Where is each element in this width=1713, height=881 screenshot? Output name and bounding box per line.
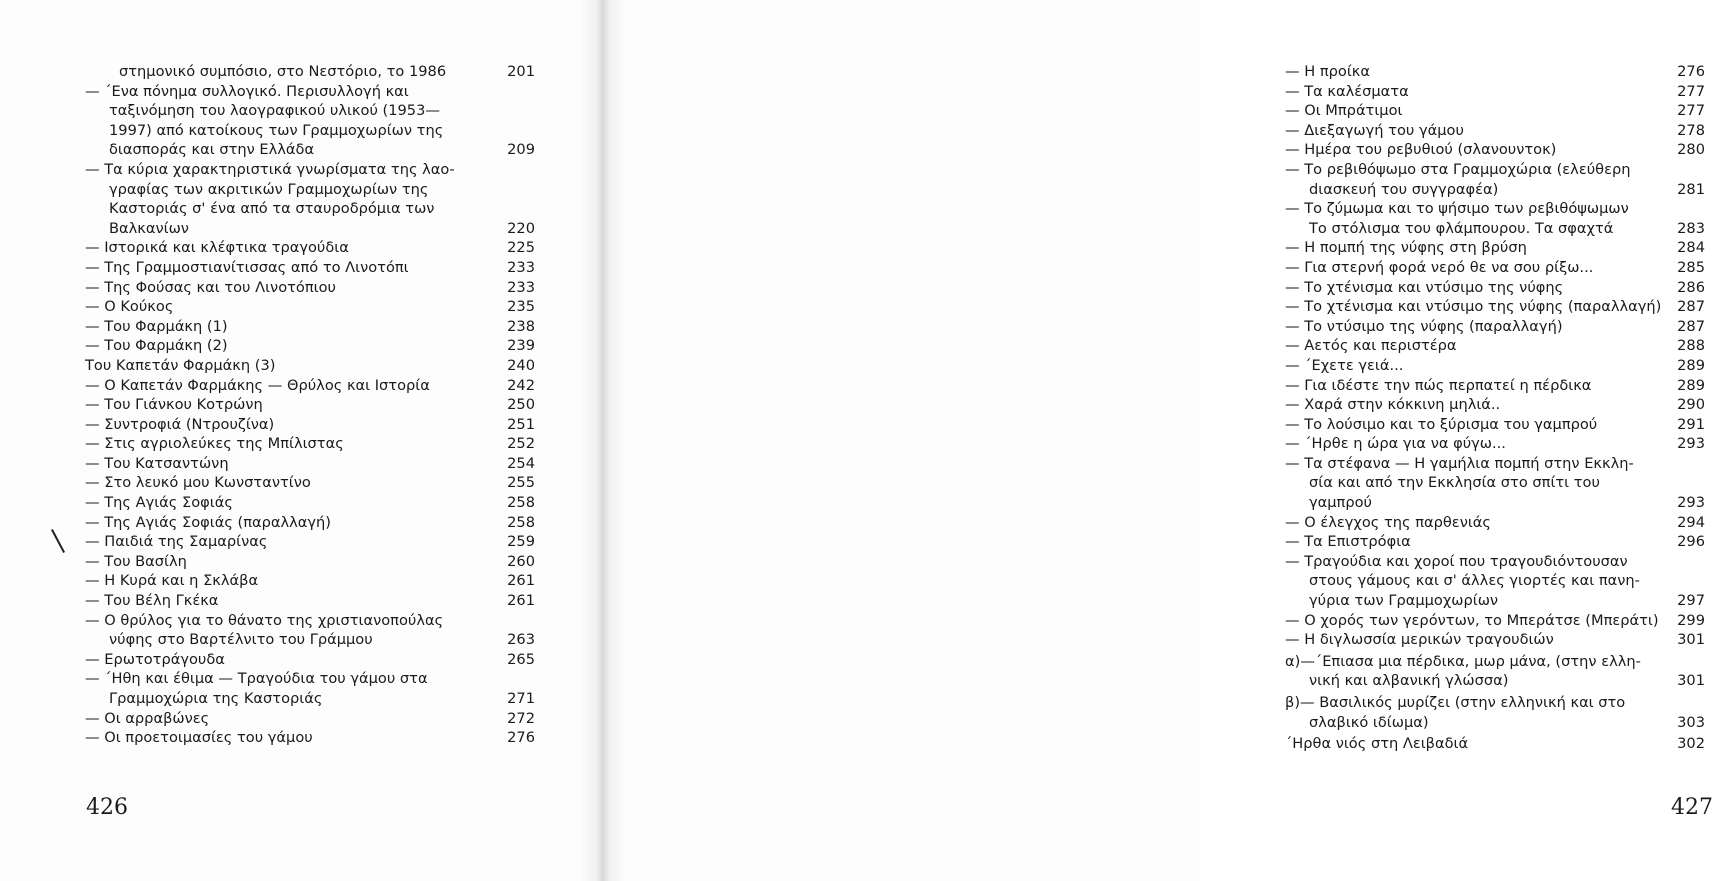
toc-entry-title: — Στις αγριολεύκες της Μπίλιστας (85, 435, 344, 453)
toc-entry-title: — Του Βασίλη (85, 552, 187, 570)
toc-entry (1285, 199, 1705, 238)
toc-entry-page: 302 (1677, 735, 1705, 753)
toc-entry (1285, 434, 1705, 454)
toc-entry-title: — Της Γραμμοστιανίτισσας από το Λινοτόπι (85, 258, 409, 276)
toc-entry (85, 317, 535, 337)
toc-entry-title: — Το ζύμωμα και το ψήσιμο των ρεβιθόψωμων Το στόλισμα του φλάμπουρου. Τα σφαχτά (1285, 200, 1629, 237)
toc-entry-page: 285 (1677, 258, 1705, 276)
toc-entry (1285, 238, 1705, 258)
toc-entry (85, 669, 535, 708)
toc-entry (85, 238, 535, 258)
toc-entry (1285, 278, 1705, 298)
toc-entry (1285, 415, 1705, 435)
toc-entry-page: 261 (507, 592, 535, 610)
toc-entry-page: 251 (507, 415, 535, 433)
toc-entry-page: 277 (1677, 102, 1705, 120)
toc-entry-title: — Ερωτοτράγουδα (85, 650, 225, 668)
toc-entry-page: 288 (1677, 337, 1705, 355)
toc-entry-title: β)— Βασιλικός μυρίζει (στην ελληνική και στο σλαβικό ιδίωμα) (1285, 694, 1626, 731)
toc-entry (85, 160, 535, 238)
toc-entry (85, 258, 535, 278)
toc-entry (85, 415, 535, 435)
toc-entry-title: — Τραγούδια και χοροί που τραγουδιόντουσαν στους γάμους και σ' άλλες γιορτές και πανη- γύρια των Γραμμοχωρίων (1285, 552, 1640, 610)
toc-entry (85, 395, 535, 415)
toc-entry (85, 376, 535, 396)
toc-entry-title: — Ημέρα του ρεβυθιού (σλανουντοκ) (1285, 141, 1557, 159)
toc-entry-page: 277 (1677, 82, 1705, 100)
toc-entry-title: — Της Αγιάς Σοφιάς (παραλλαγή) (85, 513, 331, 531)
toc-entry-page: 233 (507, 278, 535, 296)
toc-list-right (1285, 62, 1705, 754)
toc-entry-title: — ΄Εχετε γειά... (1285, 356, 1404, 374)
toc-entry-title: — Η Κυρά και η Σκλάβα (85, 572, 259, 590)
toc-entry-page: 220 (507, 219, 535, 237)
toc-entry-title: — Το λούσιμο και το ξύρισμα του γαμπρού (1285, 415, 1598, 433)
toc-entry-title: — Ο Κούκος (85, 298, 174, 316)
toc-entry-page: 293 (1677, 435, 1705, 453)
toc-entry-title: — Του Φαρμάκη (1) (85, 317, 228, 335)
toc-entry-title: — Της Φούσας και του Λινοτόπιου (85, 278, 336, 296)
toc-entry-page: 287 (1677, 298, 1705, 316)
toc-entry (85, 356, 535, 376)
toc-entry-title: — Ο χορός των γερόντων, το Μπεράτσε (Μπεράτι) (1285, 611, 1659, 629)
toc-entry (1285, 140, 1705, 160)
toc-entry-page: 259 (507, 533, 535, 551)
toc-entry-title: — ΄Ενα πόνημα συλλογικό. Περισυλλογή και ταξινόμηση του λαογραφικού υλικού (1953— 1997) από κατοίκους των Γραμμοχωρίων της διασποράς και στην Ελλάδα (85, 82, 444, 159)
toc-entry-page: 289 (1677, 356, 1705, 374)
page-number-left: 426 (86, 795, 128, 820)
toc-entry-page: 280 (1677, 141, 1705, 159)
toc-entry-page: 239 (507, 337, 535, 355)
toc-entry-page: 281 (1677, 180, 1705, 198)
toc-entry-page: 287 (1677, 317, 1705, 335)
toc-entry-title: — Οι αρραβώνες (85, 709, 210, 727)
toc-entry-title: — Τα στέφανα — Η γαμήλια πομπή στην Εκκλη- σία και από την Εκκλησία στο σπίτι του γαμπρού (1285, 454, 1634, 512)
toc-entry-page: 284 (1677, 239, 1705, 257)
toc-entry-page: 272 (507, 709, 535, 727)
toc-entry-title: — Χαρά στην κόκκινη μηλιά.. (1285, 396, 1501, 414)
toc-entry-title: — Του Κατσαντώνη (85, 454, 229, 472)
toc-entry-title: — Αετός και περιστέρα (1285, 337, 1457, 355)
toc-entry (85, 473, 535, 493)
toc-entry (85, 82, 535, 160)
toc-entry-page: 271 (507, 690, 535, 707)
toc-entry-title: — Του Βέλη Γκέκα (85, 592, 219, 610)
toc-entry-page: 276 (507, 729, 535, 747)
toc-entry-page: 283 (1677, 219, 1705, 237)
toc-entry-page: 255 (507, 474, 535, 492)
toc-entry-title: — Οι προετοιμασίες του γάμου (85, 729, 313, 747)
left-page (0, 0, 602, 881)
toc-entry-title: — Το ντύσιμο της νύφης (παραλλαγή) (1285, 317, 1563, 335)
toc-entry-page: 261 (507, 572, 535, 590)
toc-entry (1285, 101, 1705, 121)
toc-entry (1285, 317, 1705, 337)
toc-entry-page: 293 (1677, 494, 1705, 512)
toc-list-left (85, 62, 535, 748)
toc-entry-page: 258 (507, 513, 535, 531)
toc-entry-title: — Ιστορικά και κλέφτικα τραγούδια (85, 239, 349, 257)
toc-entry (85, 454, 535, 474)
toc-entry-page: 201 (507, 63, 535, 80)
toc-entry-title: — ΄Ηρθε η ώρα για να φύγω... (1285, 435, 1506, 453)
toc-entry (1285, 513, 1705, 533)
toc-entry (1285, 552, 1705, 611)
toc-entry-page: 233 (507, 258, 535, 276)
toc-entry-page: 276 (1677, 63, 1705, 80)
toc-entry-page: 263 (507, 631, 535, 649)
toc-entry (85, 552, 535, 572)
toc-entry (1285, 376, 1705, 396)
toc-entry (85, 532, 535, 552)
page-number-right: 427 (1671, 795, 1713, 820)
toc-entry-title: — Για στερνή φορά νερό θε να σου ρίξω... (1285, 258, 1594, 276)
toc-entry-page: 238 (507, 317, 535, 335)
toc-entry (1285, 693, 1705, 732)
toc-entry (85, 728, 535, 748)
toc-entry (1285, 652, 1705, 691)
toc-entry (85, 513, 535, 533)
toc-entry-page: 296 (1677, 533, 1705, 551)
toc-entry (85, 571, 535, 591)
toc-entry-page: 299 (1677, 611, 1705, 629)
toc-entry-page: 301 (1677, 672, 1705, 690)
toc-entry (85, 278, 535, 298)
toc-entry (1285, 454, 1705, 513)
toc-entry-title: — Του Φαρμάκη (2) (85, 337, 228, 355)
toc-entry-title: — Το χτένισμα και ντύσιμο της νύφης (παραλλαγή) (1285, 298, 1662, 316)
toc-entry (1285, 734, 1705, 754)
pencil-mark (51, 529, 65, 553)
toc-entry (1285, 121, 1705, 141)
toc-entry-page: 235 (507, 298, 535, 316)
toc-entry-page: 209 (507, 141, 535, 159)
toc-entry (85, 62, 535, 82)
toc-entry-page: 250 (507, 396, 535, 414)
toc-entry-title: — Τα καλέσματα (1285, 82, 1409, 100)
toc-entry-page: 252 (507, 435, 535, 453)
toc-entry-title: α)—΄Επιασα μια πέρδικα, μωρ μάνα, (στην ελλη- νική και αλβανική γλώσσα) (1285, 652, 1641, 690)
toc-entry-title: — Η διγλωσσία μερικών τραγουδιών (1285, 631, 1554, 649)
toc-entry (85, 297, 535, 317)
toc-entry (85, 434, 535, 454)
toc-entry-page: 289 (1677, 376, 1705, 394)
toc-entry-title: — Το ρεβιθόψωμο στα Γραμμοχώρια (ελεύθερη dιασκευή του συγγραφέα) (1285, 160, 1631, 198)
toc-entry-title: — Τα κύρια χαρακτηριστικά γνωρίσματα της λαο- γραφίας των ακριτικών Γραμμοχωρίων της Καστοριάς σ' ένα από τα σταυροδρόμια των Βαλκανίων (85, 160, 455, 237)
toc-entry-title: — Ο Καπετάν Φαρμάκης — Θρύλος και Ιστορία (85, 376, 430, 394)
toc-entry (1285, 336, 1705, 356)
toc-entry-page: 258 (507, 494, 535, 512)
toc-entry-title: — Τα Επιστρόφια (1285, 533, 1411, 551)
toc-entry-title: ΄Ηρθα νιός στη Λειβαδιά (1285, 735, 1469, 753)
toc-entry-page: 260 (507, 552, 535, 570)
toc-entry-title: στημονικό συμπόσιο, στο Νεστόριο, το 1986 (119, 63, 447, 80)
toc-entry (1285, 160, 1705, 199)
toc-entry (1285, 611, 1705, 631)
toc-entry-title: — Παιδιά της Σαμαρίνας (85, 533, 268, 551)
toc-entry (85, 709, 535, 729)
toc-entry (1285, 356, 1705, 376)
toc-entry-page: 291 (1677, 415, 1705, 433)
toc-entry-title: — Η προίκα (1285, 63, 1370, 80)
toc-entry-page: 301 (1677, 631, 1705, 649)
toc-entry-title: — Για ιδέστε την πώς περπατεί η πέρδικα (1285, 376, 1592, 394)
toc-entry (1285, 82, 1705, 102)
toc-entry-title: — Της Αγιάς Σοφιάς (85, 494, 233, 512)
toc-entry-page: 294 (1677, 513, 1705, 531)
toc-entry-page: 286 (1677, 278, 1705, 296)
right-page (602, 0, 1713, 881)
toc-entry (85, 611, 535, 650)
toc-entry-title: — Ο έλεγχος της παρθενιάς (1285, 513, 1491, 531)
toc-entry (85, 591, 535, 611)
toc-entry (85, 650, 535, 670)
toc-entry-page: 297 (1677, 592, 1705, 610)
toc-entry-page: 303 (1677, 713, 1705, 731)
toc-entry-page: 242 (507, 376, 535, 394)
toc-entry-title: — ΄Ηθη και έθιμα — Τραγούδια του γάμου στα Γραμμοχώρια της Καστοριάς (85, 670, 428, 707)
toc-entry (1285, 395, 1705, 415)
toc-entry-title: — Οι Μπράτιμοι (1285, 102, 1403, 120)
toc-entry (1285, 630, 1705, 650)
toc-entry (1285, 258, 1705, 278)
toc-entry-page: 290 (1677, 396, 1705, 414)
toc-entry-title: — Ο θρύλος για το θάνατο της χριστιανοπούλας νύφης στο Βαρτέλνιτο του Γράμμου (85, 611, 444, 649)
toc-entry-title: — Διεξαγωγή του γάμου (1285, 121, 1464, 139)
toc-entry (1285, 532, 1705, 552)
book-gutter (580, 0, 626, 881)
toc-entry-title: — Η πομπή της νύφης στη βρύση (1285, 239, 1527, 257)
toc-entry-page: 225 (507, 239, 535, 257)
toc-entry (1285, 297, 1705, 317)
toc-entry-page: 265 (507, 650, 535, 668)
toc-entry-title: — Στο λευκό μου Κωνσταντίνο (85, 474, 311, 492)
toc-entry-page: 278 (1677, 121, 1705, 139)
toc-entry (1285, 62, 1705, 82)
toc-entry (85, 336, 535, 356)
toc-entry-page: 240 (507, 356, 535, 374)
toc-entry-page: 254 (507, 454, 535, 472)
toc-entry-title: — Το χτένισμα και ντύσιμο της νύφης (1285, 278, 1564, 296)
toc-entry-title: Του Καπετάν Φαρμάκη (3) (85, 356, 276, 374)
toc-entry-title: — Συντροφιά (Ντρουζίνα) (85, 415, 275, 433)
toc-entry-title: — Του Γιάνκου Κοτρώνη (85, 396, 263, 414)
toc-entry (85, 493, 535, 513)
